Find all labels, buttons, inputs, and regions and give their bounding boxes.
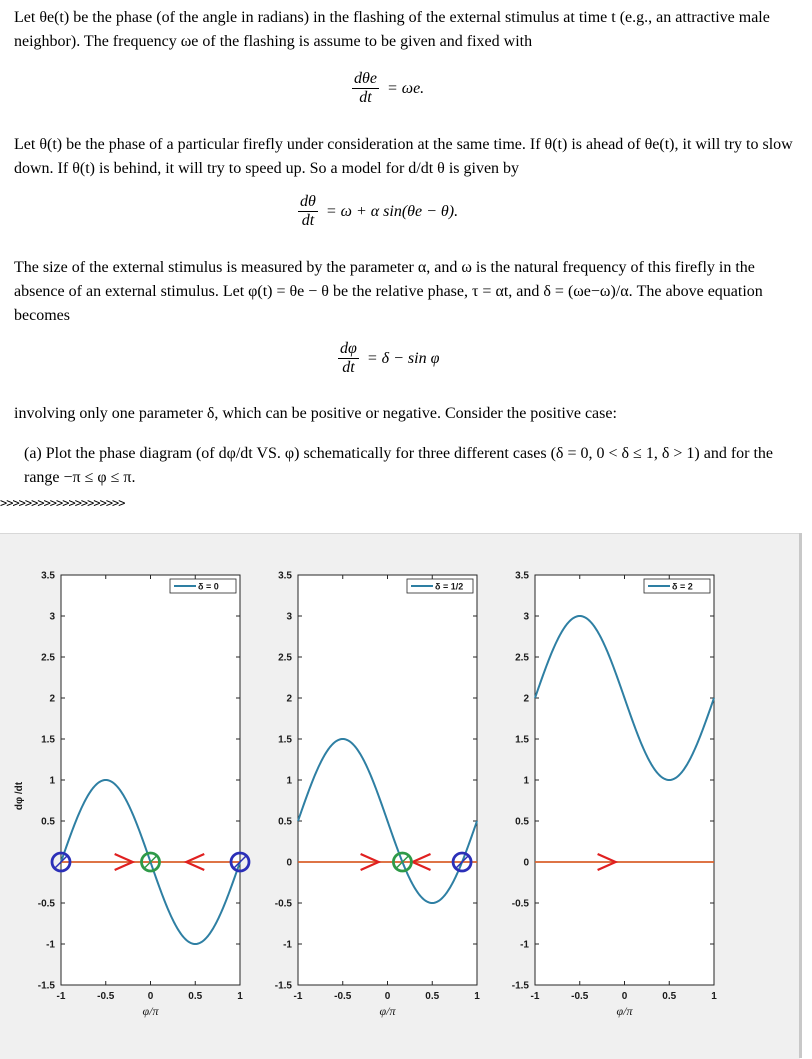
x-tick-label: -0.5: [334, 991, 352, 1002]
equation-firefly-model: [298, 193, 458, 230]
equation-relative-phase: [338, 340, 439, 377]
y-tick-label: 1.5: [515, 734, 529, 746]
chart-panel-2: [275, 571, 480, 1019]
phase-diagram-figure: [0, 533, 800, 1059]
plot-area: [61, 575, 240, 985]
y-tick-label: 0: [523, 857, 529, 869]
y-tick-label: 0.5: [278, 816, 292, 828]
x-tick-label: 0.5: [188, 991, 203, 1002]
equation-denominator: dt: [342, 359, 355, 376]
y-tick-label: 1.5: [278, 734, 292, 746]
equation-denominator: dt: [359, 89, 372, 106]
separator-arrows: >>>>>>>>>>>>>>>>>>>>: [0, 496, 125, 510]
equation-rhs: = ω + α sin(θe − θ).: [325, 202, 459, 220]
y-tick-label: 3: [523, 611, 529, 623]
model-paragraph: Let θ(t) be the phase of a particular firefly under consideration at the same time. If θ(t) is ahead of θe(t), it will try to slow down. If θ(t) is behind, it will try to speed up. So a model for d/dt θ is given by: [14, 136, 793, 177]
y-tick-label: 1: [286, 775, 292, 787]
x-tick-label: -1: [293, 991, 303, 1002]
plot-area: [298, 575, 477, 985]
case-paragraph: involving only one parameter δ, which can be positive or negative. Consider the positive case:: [14, 405, 617, 422]
chart-panel-3: [512, 571, 717, 1019]
x-tick-label: -0.5: [97, 991, 115, 1002]
y-tick-label: 3.5: [278, 570, 292, 582]
equation-fraction: [298, 193, 318, 230]
x-tick-label: -1: [530, 991, 540, 1002]
equation-numerator: dθ: [300, 193, 316, 210]
x-axis-label: φ/π: [379, 1004, 396, 1018]
y-tick-label: 3.5: [41, 570, 55, 582]
legend-label: δ = 0: [198, 581, 219, 592]
intro-paragraph: Let θe(t) be the phase (of the angle in radians) in the flashing of the external stimulus at time t (e.g., an attractive male neighbor). The frequency ωe of the flashing is assume to be given and fixed with: [14, 9, 770, 50]
legend-label: δ = 1/2: [435, 581, 464, 592]
x-tick-label: 0: [147, 991, 154, 1002]
equation-rhs: = ωe.: [386, 79, 425, 97]
x-tick-label: 0.5: [662, 991, 677, 1002]
x-tick-label: 1: [474, 991, 480, 1002]
x-tick-label: 0: [621, 991, 628, 1002]
y-tick-label: -1.5: [274, 980, 292, 992]
y-tick-label: 3.5: [515, 570, 529, 582]
x-tick-label: 1: [711, 991, 717, 1002]
x-tick-label: 1: [237, 991, 243, 1002]
parameter-paragraph: The size of the external stimulus is measured by the parameter α, and ω is the natural frequency of this firefly in the absence of an external stimulus. Let φ(t) = θe − θ be the relative phase, τ = αt, and δ = (ωe−ω)/α. The above equation becomes: [14, 259, 763, 324]
phase-diagram-svg: [0, 534, 800, 1059]
x-axis-label: φ/π: [616, 1004, 633, 1018]
y-tick-label: -1: [283, 939, 292, 951]
y-tick-label: 2: [49, 693, 55, 705]
y-tick-label: 2: [286, 693, 292, 705]
y-tick-label: -0.5: [274, 898, 292, 910]
y-tick-label: -1.5: [511, 980, 529, 992]
y-tick-label: 2.5: [278, 652, 292, 664]
y-tick-label: -1: [46, 939, 55, 951]
equation-denominator: dt: [301, 212, 315, 229]
y-tick-label: -1: [520, 939, 529, 951]
x-tick-label: 0.5: [425, 991, 440, 1002]
x-tick-label: -0.5: [571, 991, 589, 1002]
equation-numerator: dθe: [354, 70, 377, 87]
legend-label: δ = 2: [672, 581, 693, 592]
equation-numerator: dφ: [340, 340, 357, 357]
y-axis-label: dφ /dt: [14, 781, 25, 811]
equation-external-phase: [352, 70, 424, 107]
question-a: (a) Plot the phase diagram (of dφ/dt VS. φ) schematically for three different cases (δ = 0, 0 < δ ≤ 1, δ > 1) and for the range −π ≤ φ ≤ π.: [24, 445, 774, 486]
chart-panel-1: [38, 571, 249, 1019]
y-tick-label: 0: [286, 857, 292, 869]
equation-fraction: [338, 340, 359, 377]
y-tick-label: -0.5: [37, 898, 55, 910]
x-tick-label: -1: [56, 991, 66, 1002]
equation-rhs: = δ − sin φ: [366, 349, 440, 367]
y-tick-label: 2.5: [41, 652, 55, 664]
y-tick-label: 3: [49, 611, 55, 623]
y-tick-label: 1: [49, 775, 55, 787]
scrollbar-edge[interactable]: [799, 533, 802, 1058]
y-tick-label: 2: [523, 693, 529, 705]
y-tick-label: 0.5: [41, 816, 55, 828]
y-tick-label: -0.5: [511, 898, 529, 910]
y-tick-label: 3: [286, 611, 292, 623]
equation-fraction: [352, 70, 379, 107]
x-tick-label: 0: [384, 991, 391, 1002]
y-tick-label: -1.5: [37, 980, 55, 992]
y-tick-label: 1: [523, 775, 529, 787]
y-tick-label: 2.5: [515, 652, 529, 664]
y-tick-label: 0.5: [515, 816, 529, 828]
plot-area: [535, 575, 714, 985]
y-tick-label: 1.5: [41, 734, 55, 746]
x-axis-label: φ/π: [142, 1004, 159, 1018]
